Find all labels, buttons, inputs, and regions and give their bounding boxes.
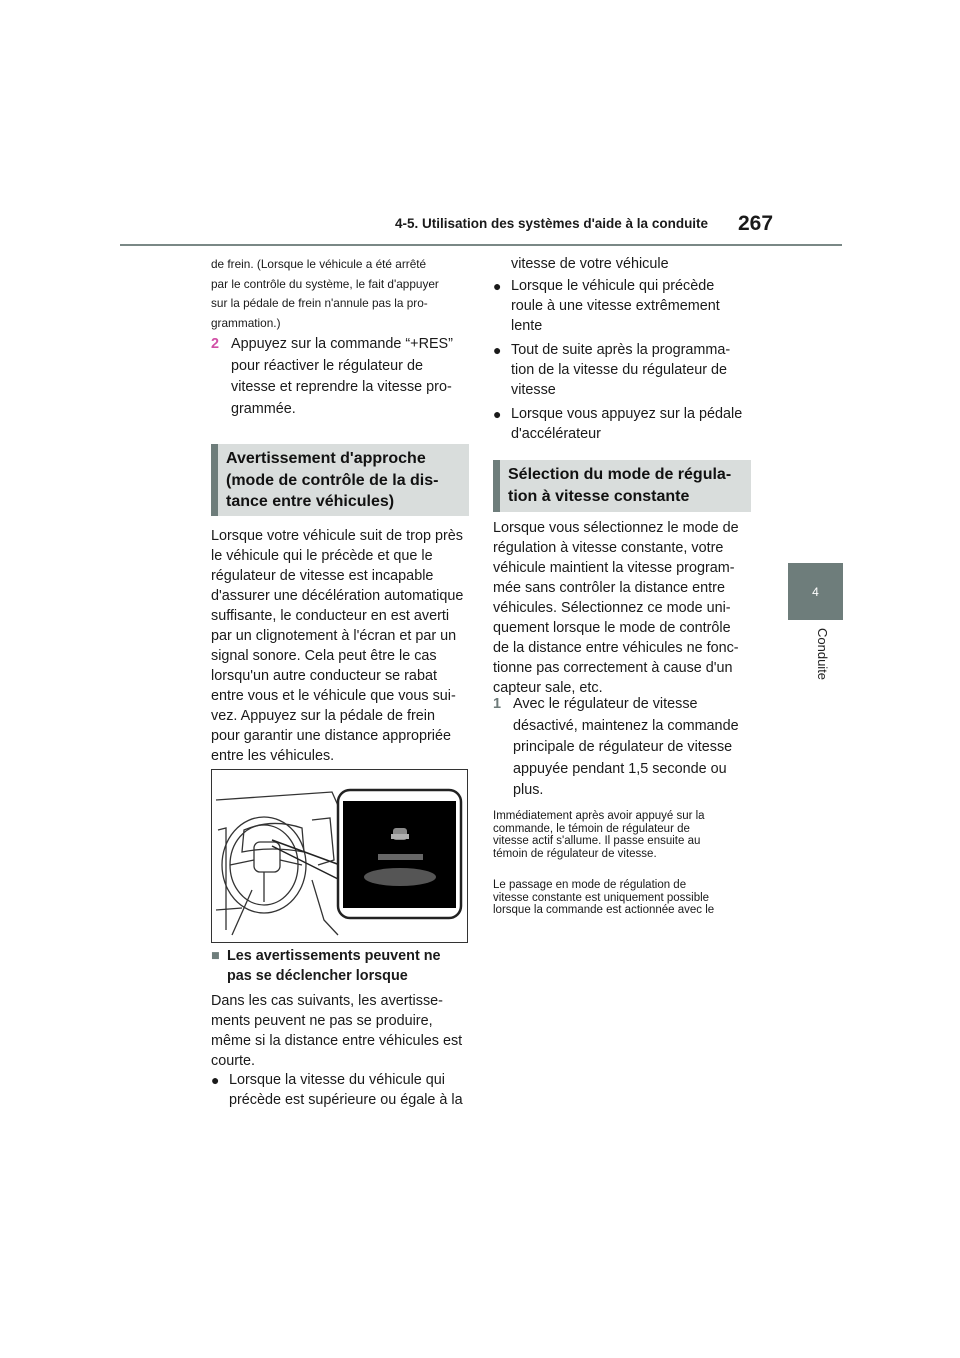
chapter-number: 4 xyxy=(812,584,819,599)
approach-warning-body xyxy=(211,526,473,766)
note-line: Immédiatement après avoir appuyé sur la xyxy=(493,810,705,822)
heading-line: (mode de contrôle de la dis- xyxy=(226,471,439,489)
constant-speed-body xyxy=(493,518,755,698)
step-line: Avec le régulateur de vitesse xyxy=(513,696,698,712)
body-line: courte. xyxy=(211,1053,255,1069)
chapter-tab[interactable] xyxy=(788,563,843,620)
body-line: entre vous et le véhicule que vous sui- xyxy=(211,688,456,704)
note-line: témoin de régulateur de vitesse. xyxy=(493,847,657,860)
body-line: ments peuvent ne pas se produire, xyxy=(211,1013,433,1029)
body-line: quement lorsque le mode de contrôle xyxy=(493,620,731,636)
bullet-line: Lorsque vous appuyez sur la pédale xyxy=(511,406,743,422)
warnings-body xyxy=(211,991,473,1071)
bullet-dot-icon: ● xyxy=(493,278,502,294)
section-heading-approach-warning xyxy=(211,444,469,516)
heading-line: Sélection du mode de régula- xyxy=(508,466,732,483)
page-number: 267 xyxy=(738,212,774,235)
body-line: véhicules. Sélectionnez ce mode uni- xyxy=(493,600,731,616)
subheading-line: Les avertissements peuvent ne xyxy=(227,948,441,964)
note-line: commande, le témoin de régulateur de xyxy=(493,822,690,835)
callout-line xyxy=(272,846,340,880)
body-line: capteur sale, etc. xyxy=(493,680,603,696)
bullet-line: précède est supérieure ou égale à la xyxy=(229,1092,463,1108)
step-2 xyxy=(211,334,471,420)
body-line: le véhicule qui le précède et que le xyxy=(211,548,433,564)
body-line: de la distance entre véhicules ne fonc- xyxy=(493,640,739,656)
body-line: entre les véhicules. xyxy=(211,748,335,764)
body-line: Dans les cas suivants, les avertisse- xyxy=(211,993,443,1009)
chapter-label: Conduite xyxy=(815,628,830,681)
body-line: tionne pas correctement à cause d'un xyxy=(493,660,733,676)
step-line: vitesse et reprendre la vitesse pro- xyxy=(231,379,452,395)
bullet-item xyxy=(493,340,758,400)
body-line: véhicule maintient la vitesse program- xyxy=(493,560,735,576)
bullet-item xyxy=(211,1070,473,1110)
section-heading-constant-speed-mode xyxy=(493,460,751,512)
intro-text xyxy=(211,255,471,333)
body-line: d'assurer une décélération automatique xyxy=(211,588,464,604)
bullet-line: vitesse xyxy=(511,382,556,398)
body-line: régulateur de vitesse est incapable xyxy=(211,568,434,584)
subheading-warnings-may-not-trigger xyxy=(211,946,473,986)
bullet-line: d'accélérateur xyxy=(511,426,601,442)
body-line: Lorsque vous sélectionnez le mode de xyxy=(493,520,739,536)
step-line: plus. xyxy=(513,782,544,798)
intro-line: de frein. (Lorsque le véhicule a été arrêté xyxy=(211,257,427,271)
bullet-dot-icon: ● xyxy=(211,1072,220,1088)
intro-line: sur la pédale de frein n'annule pas la pro- xyxy=(211,296,428,310)
bullet-item xyxy=(493,276,758,336)
body-line: signal sonore. Cela peut être le cas xyxy=(211,648,437,664)
bullet-line: tion de la vitesse du régulateur de xyxy=(511,362,728,378)
note-mode-switch xyxy=(493,879,758,917)
bullet-list xyxy=(493,276,758,448)
step-line: appuyée pendant 1,5 seconde ou xyxy=(513,760,727,777)
note-line: lorsque la commande est actionnée avec le xyxy=(493,904,715,916)
bullet-line: Lorsque la vitesse du véhicule qui xyxy=(229,1072,445,1088)
own-vehicle-icon xyxy=(364,868,436,886)
step-line: désactivé, maintenez la commande xyxy=(513,717,739,734)
body-line: mée sans contrôler la distance entre xyxy=(493,580,725,596)
step-line: principale de régulateur de vitesse xyxy=(513,739,733,755)
steering-wheel-display-drawing xyxy=(212,770,466,941)
note-line: vitesse constante est uniquement possible xyxy=(493,891,710,904)
body-line: pour garantir une distance appropriée xyxy=(211,728,452,744)
step-number: 1 xyxy=(493,696,502,712)
note-line: Le passage en mode de régulation de xyxy=(493,879,687,891)
step-line: Appuyez sur la commande “+RES” xyxy=(231,336,453,352)
body-line: par un clignotement à l'écran et par un xyxy=(211,628,457,644)
step-line: grammée. xyxy=(231,400,296,417)
dashboard-illustration xyxy=(211,769,468,943)
distance-bar xyxy=(378,854,423,860)
bullet-line: Tout de suite après la programma- xyxy=(511,342,731,358)
bullet-continuation: vitesse de votre véhicule xyxy=(511,256,669,272)
heading-line: Avertissement d'approche xyxy=(226,450,426,467)
step-1 xyxy=(493,694,755,802)
subheading-line: pas se déclencher lorsque xyxy=(227,968,408,984)
body-line: régulation à vitesse constante, votre xyxy=(493,540,724,556)
body-line: suffisante, le conducteur en est averti xyxy=(211,608,450,624)
body-line: Lorsque votre véhicule suit de trop près xyxy=(211,528,463,544)
square-bullet-icon: ■ xyxy=(211,948,220,964)
step-number: 2 xyxy=(211,336,220,352)
section-title: 4-5. Utilisation des systèmes d'aide à la conduite xyxy=(395,216,709,231)
note-indicator xyxy=(493,810,758,860)
bullet-item xyxy=(493,404,758,444)
bullet-dot-icon: ● xyxy=(493,342,502,358)
step-line: pour réactiver le régulateur de xyxy=(231,357,423,374)
bullet-line: Lorsque le véhicule qui précède xyxy=(511,278,715,294)
bullet-dot-icon: ● xyxy=(493,406,502,422)
body-line: même si la distance entre véhicules est xyxy=(211,1033,463,1049)
note-line: vitesse actif s'allume. Il passe ensuite au xyxy=(493,835,701,847)
bullet-line: roule à une vitesse extrêmement xyxy=(511,298,720,314)
heading-line: tion à vitesse constante xyxy=(508,487,690,505)
heading-line: tance entre véhicules) xyxy=(226,493,395,510)
body-line: lorsqu'un autre conducteur se rabat xyxy=(211,668,437,684)
body-line: vez. Appuyez sur la pédale de frein xyxy=(211,708,435,724)
intro-line: grammation.) xyxy=(211,315,281,330)
bullet-line: lente xyxy=(511,318,543,334)
intro-line: par le contrôle du système, le fait d'appuyer xyxy=(211,276,439,291)
header-rule xyxy=(120,244,842,246)
